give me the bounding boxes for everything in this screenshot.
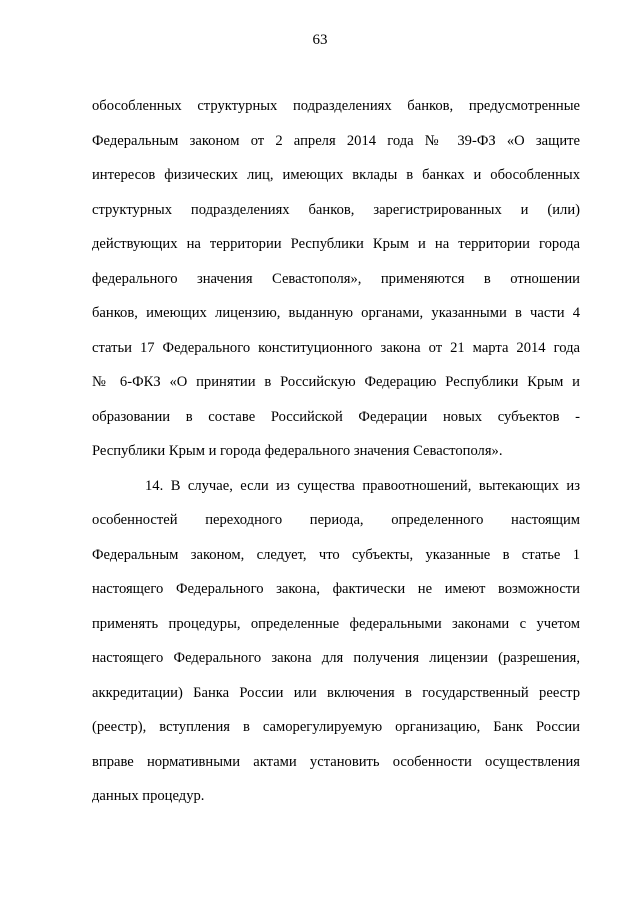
- text-line: федерального значения Севастополя», применяются в отношении: [92, 270, 580, 287]
- text-line: банков, имеющих лицензию, выданную органами, указанными в части 4: [92, 305, 580, 321]
- text-line: Федеральным законом, следует, что субъекты, указанные в статье 1: [92, 546, 580, 563]
- page-number: 63: [312, 32, 328, 48]
- text-line: Федеральным законом от 2 апреля 2014 года № 39-ФЗ «О защите: [92, 132, 580, 149]
- text-line: статьи 17 Федерального конституционного закона от 21 марта 2014 года: [92, 339, 580, 356]
- text-line: данных процедур.: [92, 788, 205, 804]
- text-line: настоящего Федерального закона, фактически не имеют возможности: [92, 581, 580, 597]
- text-line: № 6-ФКЗ «О принятии в Российскую Федерацию Республики Крым и: [92, 374, 580, 390]
- document-body: [92, 89, 580, 814]
- text-line: действующих на территории Республики Крым и на территории города: [92, 236, 580, 252]
- text-line: обособленных структурных подразделениях банков, предусмотренные: [92, 98, 580, 114]
- text-line: аккредитации) Банка России или включения в государственный реестр: [92, 684, 580, 701]
- paragraph-2: [92, 469, 580, 814]
- text-line: применять процедуры, определенные федеральными законами с учетом: [92, 615, 580, 632]
- text-line: вправе нормативными актами установить особенности осуществления: [92, 753, 580, 770]
- paragraph-1: [92, 89, 580, 469]
- text-line: Республики Крым и города федерального значения Севастополя».: [92, 443, 503, 459]
- text-line: структурных подразделениях банков, зарегистрированных и (или): [92, 201, 580, 218]
- text-line: особенностей переходного периода, определенного настоящим: [92, 512, 580, 528]
- text-line: (реестр), вступления в саморегулируемую организацию, Банк России: [92, 719, 580, 735]
- text-line: интересов физических лиц, имеющих вклады в банках и обособленных: [92, 167, 580, 183]
- text-line: образовании в составе Российской Федерации новых субъектов -: [92, 408, 580, 425]
- text-line: настоящего Федерального закона для получения лицензии (разрешения,: [92, 650, 580, 666]
- text-line: 14. В случае, если из существа правоотношений, вытекающих из: [145, 477, 580, 494]
